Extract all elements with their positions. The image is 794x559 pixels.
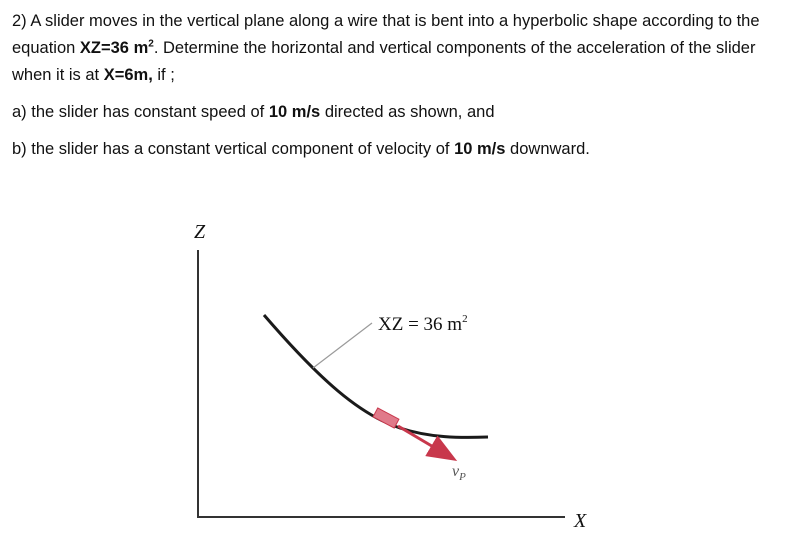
problem-intro-end: . Determine the horizontal and vertical components of the acceleration of the slider when it is at (12, 39, 756, 84)
equation-text: XZ=36 $m^2$ (79, 38, 154, 57)
part-a: a) the slider has constant speed of 10 m/s directed as shown, and (12, 103, 495, 121)
label-leader-line (313, 323, 372, 368)
x-axis-label: X (574, 510, 587, 532)
problem-intro: A slider moves in the vertical plane along a wire that is bent into a hyperbolic shape according to the equation (12, 12, 760, 57)
condition-word: if ; (157, 66, 175, 84)
part-a-value: 10 m/s (268, 103, 321, 121)
z-axis-label: Z (194, 221, 206, 243)
position-value: X=6m, (103, 66, 153, 84)
slider-block (373, 408, 399, 428)
curve-equation-label: XZ = 36 $m^2$ (378, 313, 468, 335)
velocity-label: $v_P$ (452, 463, 466, 483)
problem-number: 2) (12, 12, 27, 30)
velocity-arrow (398, 426, 452, 458)
part-b: b) the slider has a constant vertical component of velocity of 10 m/s downward. (12, 140, 590, 158)
part-b-value: 10 m/s (454, 140, 506, 158)
